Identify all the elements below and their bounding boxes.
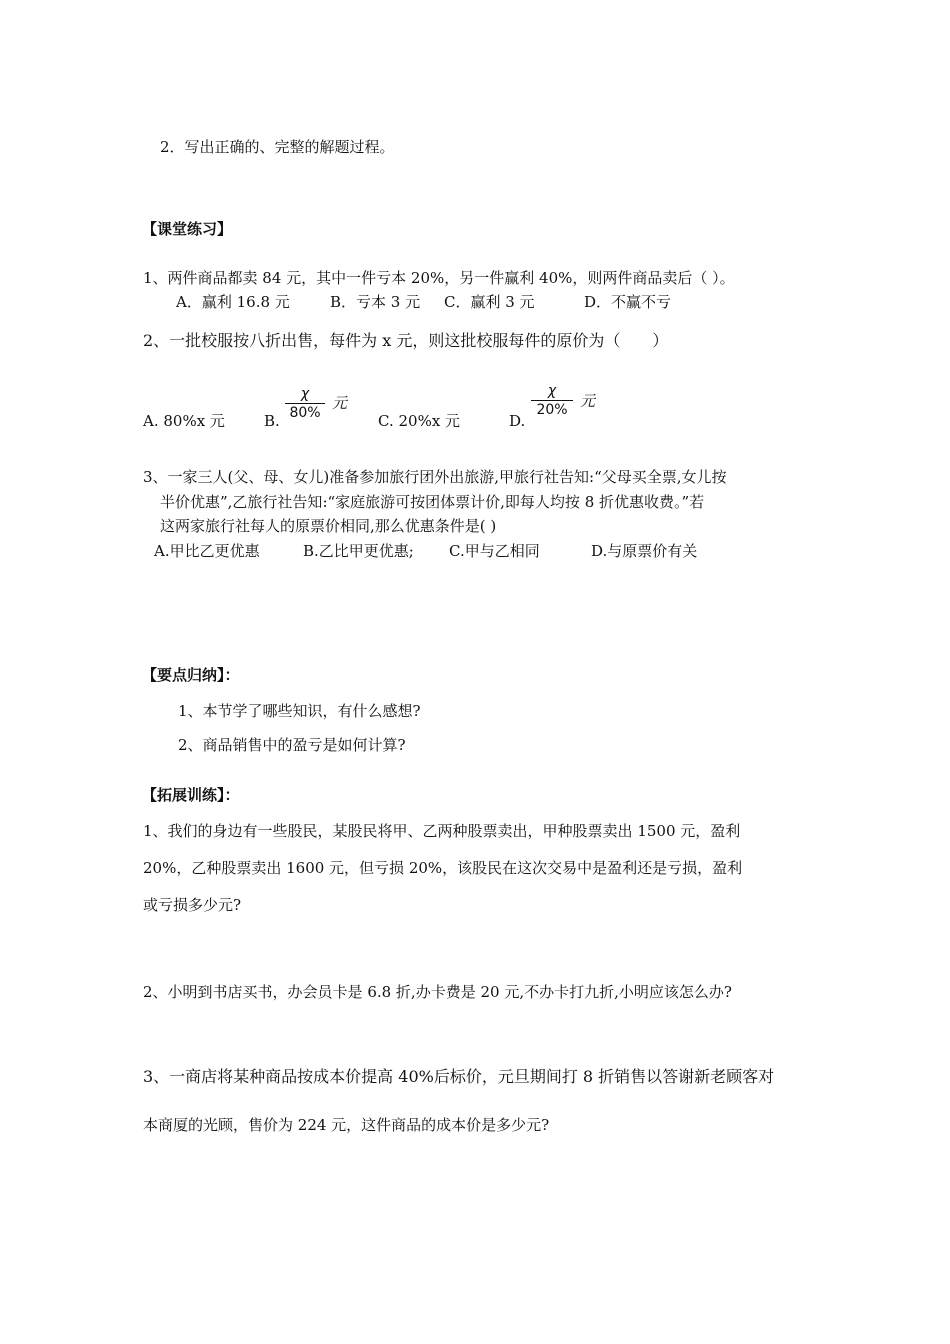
question-3-line-1: 3、一家三人(父、母、女儿)准备参加旅行团外出旅游,甲旅行社告知:“父母买全票,女儿按 [143,468,727,486]
question-1-option-a: A．赢利 16.8 元 [176,293,290,311]
question-2-stem: 2、一批校服按八折出售，每件为 x 元，则这批校服每件的原价为（ ） [143,331,669,350]
question-1-option-c: C．赢利 3 元 [444,293,535,311]
summary-item-1: 1、本节学了哪些知识，有什么感想? [178,702,421,720]
extension-question-1-line-2: 20%，乙种股票卖出 1600 元，但亏损 20%，该股民在这次交易中是盈利还是亏损，盈利 [143,859,743,877]
instruction-step-2: 2．写出正确的、完整的解题过程。 [160,138,395,156]
question-2-option-b-fraction [285,386,325,422]
extension-question-1-line-3: 或亏损多少元? [143,896,242,914]
section-heading-extension: 【拓展训练】： [142,786,240,804]
extension-question-2: 2、小明到书店买书，办会员卡是 6.8 折,办卡费是 20 元,不办卡打九折,小明应该怎么办? [143,983,732,1001]
question-3-line-3: 这两家旅行社每人的原票价相同,那么优惠条件是( ) [160,517,497,535]
question-2-option-d-unit: 元 [580,392,596,410]
fraction-numerator: χ [300,386,310,402]
question-2-option-b-unit: 元 [332,394,348,412]
question-1-stem: 1、两件商品都卖 84 元，其中一件亏本 20%，另一件赢利 40%，则两件商品卖后（ ）。 [143,269,735,287]
question-3-line-2: 半价优惠”,乙旅行社告知:“家庭旅游可按团体票计价,即每人均按 8 折优惠收费。”若 [160,493,705,511]
section-heading-key-points: 【要点归纳】： [142,666,240,684]
question-3-option-b: B.乙比甲更优惠; [303,542,414,560]
question-1-option-d: D．不赢不亏 [584,293,672,311]
fraction-denominator: 20% [536,402,568,418]
question-3-option-d: D.与原票价有关 [591,542,698,560]
fraction-numerator: χ [547,383,557,399]
summary-item-2: 2、商品销售中的盈亏是如何计算? [178,736,406,754]
question-1-option-b: B．亏本 3 元 [330,293,421,311]
question-3-option-a: A.甲比乙更优惠 [154,542,260,560]
question-2-option-c: C. 20%x 元 [378,412,461,430]
question-2-option-b-label: B. [264,412,280,430]
extension-question-1-line-1: 1、我们的身边有一些股民，某股民将甲、乙两种股票卖出，甲种股票卖出 1500 元，盈利 [143,822,741,840]
question-2-option-d-label: D. [509,412,526,430]
extension-question-3-line-2: 本商厦的光顾，售价为 224 元，这件商品的成本价是多少元? [143,1116,550,1134]
extension-question-3-line-1: 3、一商店将某种商品按成本价提高 40%后标价，元旦期间打 8 折销售以答谢新老顾客对 [143,1067,775,1086]
question-2-option-a: A. 80%x 元 [143,412,225,430]
question-2-option-d-fraction [531,383,573,419]
question-3-option-c: C.甲与乙相同 [449,542,540,560]
fraction-denominator: 80% [289,405,321,421]
section-heading-classroom-practice: 【课堂练习】 [142,220,233,238]
